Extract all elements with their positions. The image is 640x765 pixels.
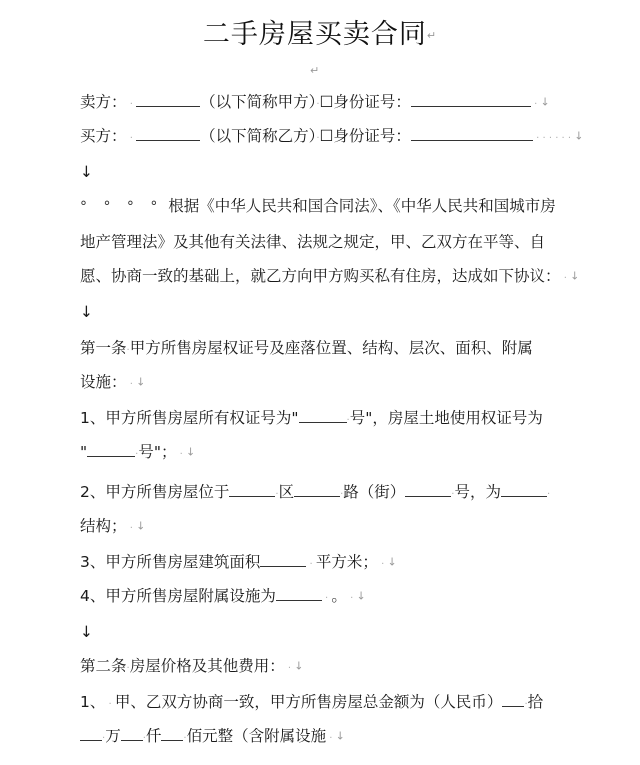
preamble-text-3: 愿、协商一致的基础上，就乙方向甲方购买私有住房，达成如下协议： <box>80 267 561 285</box>
item-4-text-a: 4、甲方所售房屋附属设施为 <box>80 587 276 605</box>
wan-blank[interactable] <box>80 726 102 741</box>
line-break-mark-icon: ↓ <box>540 95 550 109</box>
item-3-text-a: 3、甲方所售房屋建筑面积 <box>80 553 261 571</box>
buyer-label: 买方： <box>80 127 127 145</box>
bai-unit-text: 佰元整（含附属设施 <box>186 727 327 745</box>
price-item-text: 甲、乙双方协商一致，甲方所售房屋总金额为（人民币） <box>114 693 503 711</box>
item-4-text-b: 。 <box>331 587 347 605</box>
structure-blank[interactable] <box>501 482 547 497</box>
preamble-line-1 <box>80 196 556 217</box>
document-title <box>0 12 640 51</box>
seller-id-label: 身份证号： <box>333 93 411 111</box>
article-2-number: 第二条 <box>80 657 127 675</box>
article-1-item-3: 3、甲方所售房屋建筑面积 · 平方米； · ↓ <box>80 553 397 571</box>
article-1-item-1-cont: " ·号"； · ↓ <box>80 443 196 461</box>
buyer-line: 买方： · （以下简称乙方）·☐身份证号： · · · · · · ↓ <box>80 127 584 145</box>
line-break-mark-icon: ↓ <box>335 729 345 743</box>
item-1-text-d: 号"； <box>138 443 177 461</box>
item-1-text-b: 号"，房屋土地使用权证号为 <box>349 409 543 427</box>
line-break-mark-icon: ↓ <box>570 269 580 283</box>
line-break-mark-icon: ↓ <box>574 129 584 143</box>
area-blank[interactable] <box>260 552 306 567</box>
article-2-title: 房屋价格及其他费用： <box>129 657 285 675</box>
item-1-text-c: " <box>80 443 88 461</box>
article-1-item-4: 4、甲方所售房屋附属设施为 · 。 · ↓ <box>80 587 366 605</box>
article-2-heading: 第二条·房屋价格及其他费用： · ↓ <box>80 657 304 675</box>
buyer-id-blank[interactable] <box>411 126 533 141</box>
article-2-item-1: 1、 · 甲、乙双方协商一致，甲方所售房屋总金额为（人民币） ·拾 <box>80 693 544 711</box>
district-blank[interactable] <box>229 482 275 497</box>
item-2-text-a: 2、甲方所售房屋位于 <box>80 483 230 501</box>
article-1-item-1: 1、甲方所售房屋所有权证号为" ·号"，房屋土地使用权证号为 <box>80 409 543 427</box>
item-2-text-e: 结构； <box>80 517 127 535</box>
line-break-mark-icon: ↓ <box>80 163 93 181</box>
number-blank[interactable] <box>405 482 451 497</box>
facilities-blank[interactable] <box>276 586 322 601</box>
paragraph-mark-icon: ↵ <box>310 64 320 77</box>
article-1-title: 甲方所售房屋权证号及座落位置、结构、层次、面积、附属 <box>129 339 533 357</box>
line-break-mark-icon: ↓ <box>80 623 93 641</box>
buyer-id-checkbox[interactable]: ☐ <box>319 127 334 145</box>
article-1-item-2: 2、甲方所售房屋位于 ·区 ·路（街） ·号，为 · <box>80 483 551 501</box>
road-blank[interactable] <box>294 482 340 497</box>
line-break-mark-icon: ↓ <box>294 659 304 673</box>
seller-alias: （以下简称甲方） <box>200 93 317 111</box>
title-text: 二手房屋买卖合同 <box>202 19 427 50</box>
line-break-mark-icon: ↓ <box>356 589 366 603</box>
ten-million-blank[interactable] <box>502 692 524 707</box>
item-3-text-b: 平方米； <box>315 553 378 571</box>
price-item-number: 1、 <box>80 693 106 711</box>
shi-unit: 拾 <box>527 693 544 711</box>
seller-id-checkbox[interactable]: ☐ <box>319 93 334 111</box>
preamble-line-3: 愿、协商一致的基础上，就乙方向甲方购买私有住房，达成如下协议： · ↓ <box>80 267 580 285</box>
preamble-text-2: 地产管理法》及其他有关法律、法规之规定，甲、乙双方在平等、自 <box>80 233 546 251</box>
wan-unit: 万 <box>105 727 121 745</box>
line-break-mark-icon: ↓ <box>387 555 397 569</box>
seller-line: 卖方： · （以下简称甲方）·☐身份证号： · ↓ <box>80 93 550 111</box>
preamble-text-1: 根据《中华人民共和国合同法》、《中华人民共和国城市房 <box>168 197 556 215</box>
ownership-cert-blank[interactable] <box>299 408 347 423</box>
buyer-name-blank[interactable] <box>136 126 200 141</box>
line-break-mark-icon: ↓ <box>186 445 196 459</box>
item-2-text-c: 路（街） <box>343 483 406 501</box>
article-1-item-2-cont: 结构； · ↓ <box>80 517 146 535</box>
land-cert-blank[interactable] <box>87 442 135 457</box>
seller-id-blank[interactable] <box>411 92 531 107</box>
qian-blank[interactable] <box>121 726 143 741</box>
buyer-alias: （以下简称乙方） <box>200 127 317 145</box>
article-1-heading: 第一条·甲方所售房屋权证号及座落位置、结构、层次、面积、附属 <box>80 339 533 357</box>
indent-marks: ° ° ° ° <box>80 199 164 215</box>
article-2-item-1-cont: ·万 ·仟 ·佰元整（含附属设施 · ↓ <box>80 726 345 749</box>
article-1-title-cont: 设施： <box>80 373 127 391</box>
line-break-mark-icon: ↓ <box>136 519 146 533</box>
buyer-id-label: 身份证号： <box>333 127 411 145</box>
item-2-text-d: 号，为 <box>454 483 501 501</box>
paragraph-mark-icon: ↵ <box>426 29 438 42</box>
article-1-number: 第一条 <box>80 339 127 357</box>
item-1-text-a: 1、甲方所售房屋所有权证号为" <box>80 409 299 427</box>
line-break-mark-icon: ↓ <box>136 375 146 389</box>
seller-name-blank[interactable] <box>136 92 200 107</box>
qian-unit: 仟 <box>145 727 162 745</box>
preamble-line-2 <box>80 232 545 252</box>
line-break-mark-icon: ↓ <box>80 303 93 321</box>
bai-blank[interactable] <box>161 726 183 741</box>
article-1-heading-cont: 设施： · ↓ <box>80 373 146 391</box>
item-2-text-b: 区 <box>278 483 295 501</box>
seller-label: 卖方： <box>80 93 127 111</box>
